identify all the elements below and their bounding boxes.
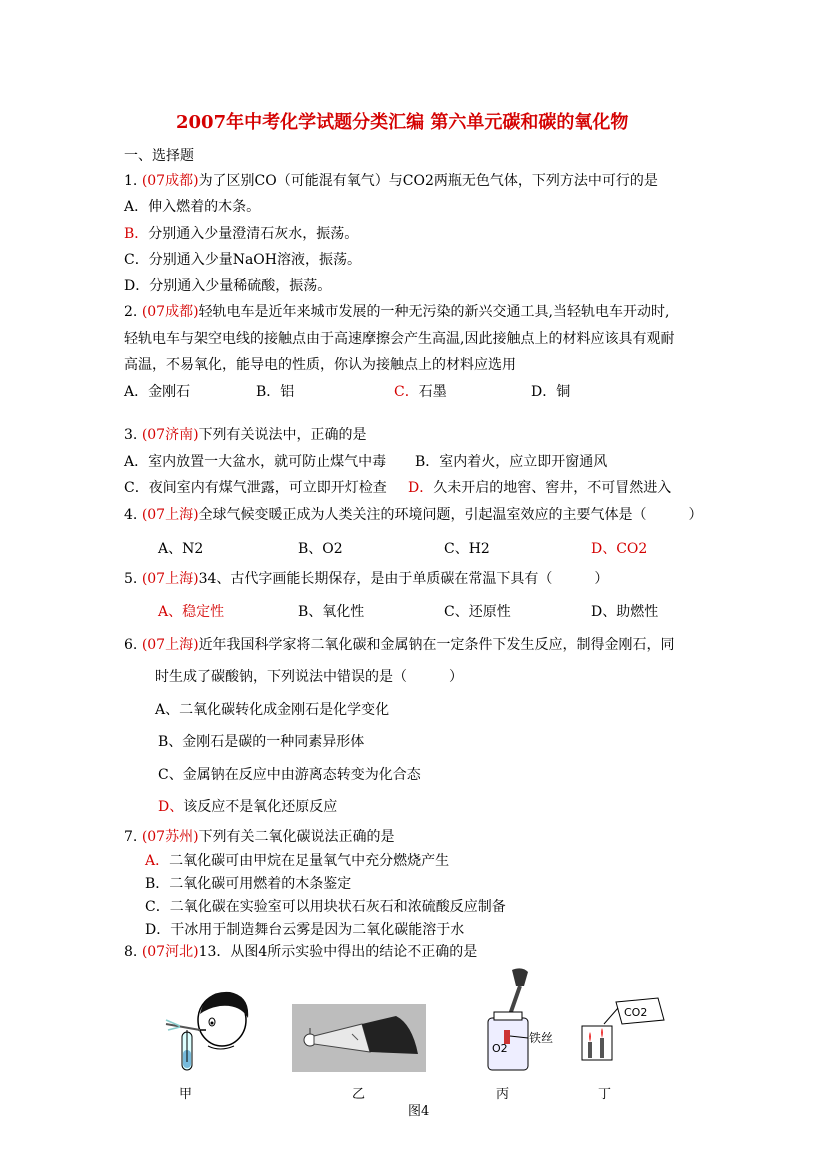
answer-letter: A． [145,853,170,869]
answer-letter: D． [408,480,434,496]
q4-option-d: D、CO2 [591,541,648,557]
q2-option-d: D．铜 [531,384,571,400]
q5-option-a: A、稳定性 [158,604,225,620]
q1-option-c: C．分别通入少量NaOH溶液，振荡。 [124,252,361,268]
question-2-line-2: 轻轨电车与架空电线的接触点由于高速摩擦会产生高温,因此接触点上的材料应该具有观耐 [124,331,675,347]
figure-yi-candle-funnel [292,1004,426,1072]
q4-option-b: B、O2 [298,541,343,557]
question-text: 下列有关说法中，正确的是 [198,427,367,443]
q2-option-c [394,382,447,402]
question-number: 3. [124,427,138,443]
question-5-stem [124,569,608,589]
question-6-line-2: 时生成了碳酸钠，下列说法中错误的是（ ） [155,669,463,685]
q1-option-d: D．分别通入少量稀硫酸，振荡。 [124,278,332,294]
q4-option-c: C、H2 [444,541,490,557]
question-text: 为了区别CO（可能混有氧气）与CO2两瓶无色气体，下列方法中可行的是 [198,173,658,189]
question-source: (07济南) [141,427,199,443]
q7-option-d: D．干冰用于制造舞台云雾是因为二氧化碳能溶于水 [145,922,465,938]
option-text: 久未开启的地窖、窖井，不可冒然进入 [433,480,672,496]
label-oxygen: O2 [492,1042,508,1055]
q3-option-c: C．夜间室内有煤气泄露，可立即开灯检查 [124,480,387,496]
option-text: 石墨 [418,384,447,400]
question-source: (07成都) [141,304,199,320]
section-heading: 一、选择题 [124,148,194,164]
answer-letter: B． [124,226,149,242]
option-text: 分别通入少量澄清石灰水，振荡。 [148,226,359,242]
question-source: (07苏州) [141,829,199,845]
label-iron-wire: 铁丝 [529,1031,554,1045]
q3-option-d [408,478,671,498]
page-title: 2007年中考化学试题分类汇编 第六单元碳和碳的氧化物 [176,112,629,133]
question-source: (07成都) [141,173,199,189]
caption-ding: 丁 [598,1087,612,1102]
question-number: 7. [124,829,138,845]
question-text: 近年我国科学家将二氧化碳和金属钠在一定条件下发生反应，制得金刚石，同 [198,637,675,653]
q1-option-a: A．伸入燃着的木条。 [124,199,261,215]
caption-bing: 丙 [496,1087,510,1102]
question-text: 轻轨电车是近年来城市发展的一种无污染的新兴交通工具,当轻轨电车开动时, [198,304,670,320]
answer-letter: C． [394,384,419,400]
q6-option-b: B、金刚石是碳的一种同素异形体 [158,734,365,750]
option-text: 二氧化碳可由甲烷在足量氧气中充分燃烧产生 [169,853,450,869]
question-source: (07上海) [141,507,199,523]
figure-bing-iron-wire-oxygen [482,966,572,1074]
question-number: 2. [124,304,138,320]
question-6-stem [124,635,675,655]
question-number: 6. [124,637,138,653]
figure-jia-breathing-test [160,980,260,1072]
q7-option-c: C．二氧化碳在实验室可以用块状石灰石和浓硫酸反应制备 [145,899,506,915]
q4-option-a: A、N2 [158,541,204,557]
question-3-stem [124,425,367,445]
caption-jia: 甲 [179,1087,193,1102]
q6-option-a: A、二氧化碳转化成金刚石是化学变化 [155,702,390,718]
question-source: (07河北) [141,944,199,960]
q3-option-a: A．室内放置一大盆水，就可防止煤气中毒 [124,454,387,470]
question-text: 34、古代字画能长期保存，是由于单质碳在常温下具有（ ） [198,571,609,587]
answer-letter: D、 [158,799,184,815]
question-1-stem [124,171,658,191]
question-8-stem [124,942,477,962]
q2-option-a: A．金刚石 [124,384,191,400]
question-text: 13．从图4所示实验中得出的结论不正确的是 [198,944,478,960]
q3-option-b: B．室内着火，应立即开窗通风 [415,454,608,470]
q6-option-c: C、金属钠在反应中由游离态转变为化合态 [158,767,421,783]
q7-option-b: B．二氧化碳可用燃着的木条鉴定 [145,876,352,892]
figure-label: 图4 [408,1104,430,1119]
option-text: 该反应不是氧化还原反应 [183,799,338,815]
question-number: 1. [124,173,138,189]
q5-option-c: C、还原性 [444,604,511,620]
figure-ding-co2-candles [578,994,668,1074]
q2-option-b: B．铝 [256,384,295,400]
question-number: 4. [124,507,138,523]
question-4-stem [124,505,703,525]
question-number: 8. [124,944,138,960]
q5-option-d: D、助燃性 [591,604,659,620]
q1-option-b [124,224,358,244]
question-source: (07上海) [141,637,199,653]
question-7-stem [124,827,395,847]
question-source: (07上海) [141,571,199,587]
q6-option-d [158,797,337,817]
question-number: 5. [124,571,138,587]
question-text: 下列有关二氧化碳说法正确的是 [198,829,395,845]
question-2-stem [124,302,669,322]
caption-yi: 乙 [352,1087,366,1102]
question-text: 全球气候变暖正成为人类关注的环境问题，引起温室效应的主要气体是（ ） [198,507,703,523]
label-carbon-dioxide: CO2 [624,1006,648,1019]
q7-option-a [145,851,449,871]
q5-option-b: B、氧化性 [298,604,365,620]
question-2-line-3: 高温，不易氧化，能导电的性质，你认为接触点上的材料应选用 [124,357,516,373]
